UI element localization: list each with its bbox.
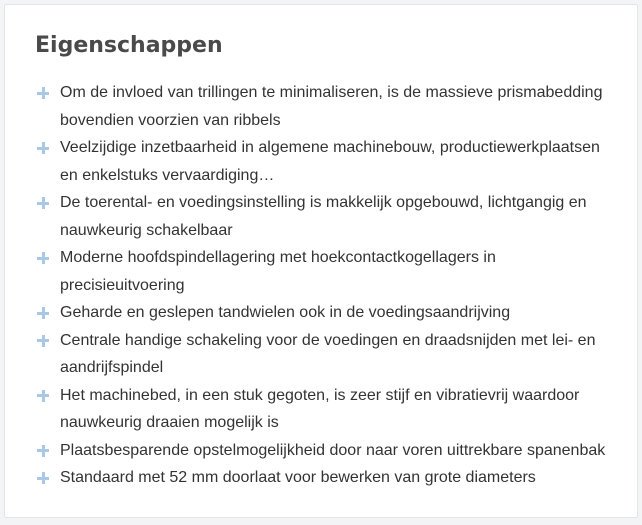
feature-list (37, 79, 622, 492)
plus-icon (37, 472, 49, 484)
feature-text: Om de invloed van trillingen te minimaliseren, is de massieve prismabedding bovendien voorzien van ribbels (60, 84, 603, 129)
plus-icon (37, 142, 49, 154)
feature-item (37, 382, 622, 437)
plus-icon (37, 335, 49, 347)
feature-text: Centrale handige schakeling voor de voedingen en draadsnijden met lei- en aandrijfspindel (60, 331, 596, 376)
plus-icon (37, 252, 49, 264)
feature-item (37, 189, 622, 244)
feature-text: Veelzijdige inzetbaarheid in algemene machinebouw, productiewerkplaatsen en enkelstuks vervaardiging… (60, 139, 600, 184)
properties-card (4, 4, 638, 518)
plus-icon (37, 390, 49, 402)
plus-icon (37, 445, 49, 457)
feature-item (37, 299, 622, 327)
feature-item (37, 244, 622, 299)
plus-icon (37, 307, 49, 319)
feature-text: Geharde en geslepen tandwielen ook in de voedingsaandrijving (60, 304, 511, 321)
feature-text: De toerental- en voedingsinstelling is makkelijk opgebouwd, lichtgangig en nauwkeurig schakelbaar (60, 194, 587, 239)
feature-item (37, 134, 622, 189)
plus-icon (37, 87, 49, 99)
feature-item (37, 437, 622, 465)
feature-item (37, 464, 622, 492)
feature-text: Plaatsbesparende opstelmogelijkheid door naar voren uittrekbare spanenbak (60, 441, 606, 459)
feature-item (37, 79, 622, 134)
feature-text: Moderne hoofdspindellagering met hoekcontactkogellagers in precisieuitvoering (60, 249, 496, 294)
plus-icon (37, 197, 49, 209)
feature-item (37, 327, 622, 382)
section-title: Eigenschappen (35, 33, 223, 58)
feature-text: Standaard met 52 mm doorlaat voor bewerken van grote diameters (60, 469, 536, 486)
feature-text: Het machinebed, in een stuk gegoten, is zeer stijf en vibratievrij waardoor nauwkeurig draaien mogelijk is (60, 386, 580, 431)
